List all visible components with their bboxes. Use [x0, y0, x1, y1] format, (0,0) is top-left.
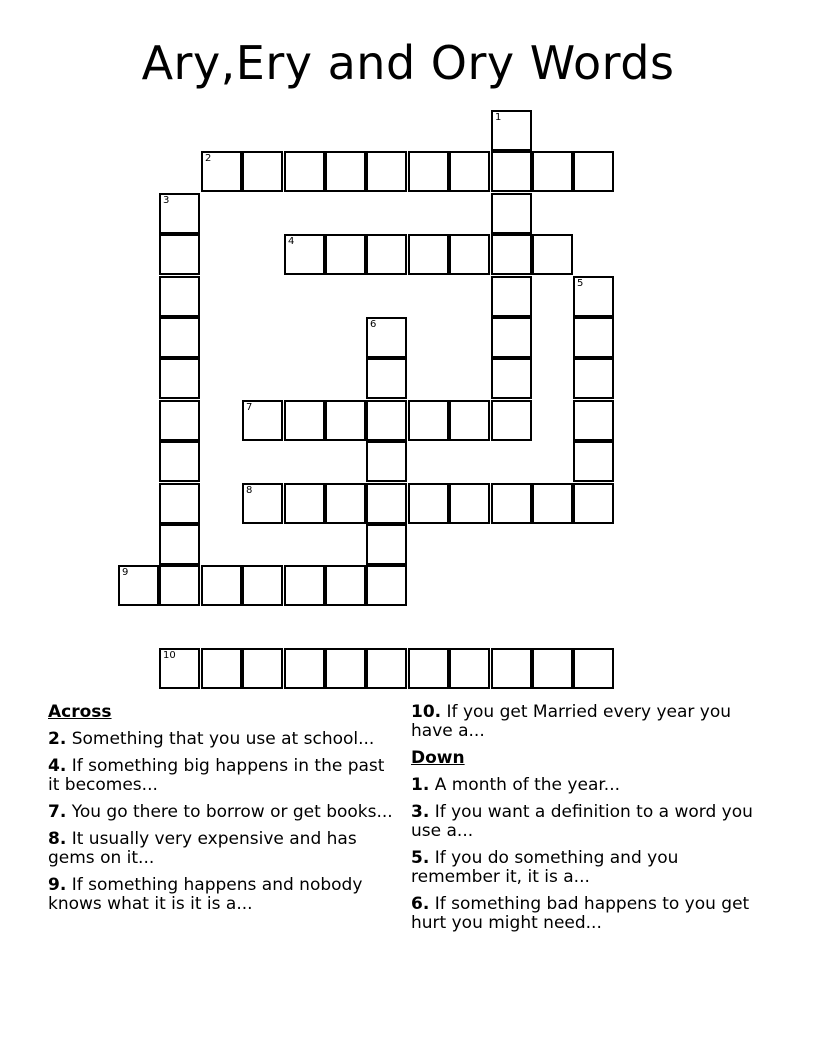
crossword-cell[interactable]: [449, 151, 490, 192]
crossword-cell[interactable]: [201, 565, 242, 606]
clue-number-label: 9: [122, 567, 129, 578]
clue-number: 1: [411, 775, 423, 795]
clue-text: You go there to borrow or get books...: [71, 802, 393, 822]
clue-number: 6: [411, 894, 423, 914]
clue-text: If you do something and you remember it, it is a...: [411, 848, 679, 887]
crossword-cell[interactable]: [449, 400, 490, 441]
crossword-cell[interactable]: [366, 234, 407, 275]
clue-across-4: 4. If something big happens in the past it becomes...: [48, 756, 385, 795]
crossword-cell[interactable]: [242, 648, 283, 689]
crossword-cell[interactable]: [366, 565, 407, 606]
clue-across-9: 9. If something happens and nobody knows what it is it is a...: [48, 875, 363, 914]
crossword-cell[interactable]: [242, 565, 283, 606]
clue-number-label: 7: [246, 402, 253, 413]
crossword-cell[interactable]: [159, 317, 200, 358]
crossword-cell[interactable]: [573, 483, 614, 524]
crossword-cell[interactable]: [284, 151, 325, 192]
clue-across-10: 10. If you get Married every year you have a...: [411, 702, 732, 741]
crossword-cell[interactable]: [159, 648, 200, 689]
crossword-cell[interactable]: [366, 441, 407, 482]
clue-text: Something that you use at school...: [71, 729, 375, 749]
crossword-cell[interactable]: [408, 400, 449, 441]
across-heading: Across: [48, 702, 112, 722]
clue-number: 2: [48, 729, 60, 749]
crossword-cell[interactable]: [491, 400, 532, 441]
crossword-cell[interactable]: [159, 524, 200, 565]
crossword-cell[interactable]: [242, 151, 283, 192]
crossword-cell[interactable]: [201, 648, 242, 689]
clue-down-3: 3. If you want a definition to a word you use a...: [411, 802, 753, 841]
crossword-cell[interactable]: [532, 234, 573, 275]
clue-across-7: 7. You go there to borrow or get books...: [48, 802, 393, 822]
clue-text: If something big happens in the past it becomes...: [48, 756, 385, 795]
page-title: Ary,Ery and Ory Words: [141, 36, 675, 90]
clue-down-6: 6. If something bad happens to you get hurt you might need...: [411, 894, 750, 933]
crossword-cell[interactable]: [408, 483, 449, 524]
crossword-cell[interactable]: [449, 234, 490, 275]
crossword-cell[interactable]: [159, 441, 200, 482]
crossword-cell[interactable]: [573, 317, 614, 358]
clue-number: 3: [411, 802, 423, 822]
clue-across-2: 2. Something that you use at school...: [48, 729, 375, 749]
clue-text: A month of the year...: [434, 775, 621, 795]
crossword-cell[interactable]: [491, 193, 532, 234]
crossword-cell[interactable]: [491, 151, 532, 192]
clue-number-label: 6: [370, 319, 377, 330]
clue-number: 10: [411, 702, 435, 722]
clue-text: If you get Married every year you have a...: [411, 702, 732, 741]
crossword-cell[interactable]: [573, 276, 614, 317]
clue-number-label: 2: [205, 153, 212, 164]
down-heading: Down: [411, 748, 465, 768]
crossword-cell[interactable]: [325, 400, 366, 441]
crossword-cell[interactable]: [573, 358, 614, 399]
crossword-cell[interactable]: [366, 483, 407, 524]
crossword-cell[interactable]: [159, 565, 200, 606]
clue-down-5: 5. If you do something and you remember it, it is a...: [411, 848, 679, 887]
crossword-cell[interactable]: [284, 400, 325, 441]
crossword-cell[interactable]: [284, 483, 325, 524]
crossword-cell[interactable]: [366, 400, 407, 441]
clue-number-label: 8: [246, 485, 253, 496]
crossword-cell[interactable]: [366, 358, 407, 399]
clue-text: If something happens and nobody knows what it is it is a...: [48, 875, 363, 914]
clues-right-column: [411, 703, 756, 941]
crossword-cell[interactable]: [573, 441, 614, 482]
crossword-cell[interactable]: [532, 151, 573, 192]
crossword-cell[interactable]: [532, 483, 573, 524]
crossword-cell[interactable]: [449, 648, 490, 689]
crossword-cell[interactable]: [491, 317, 532, 358]
crossword-cell[interactable]: [573, 648, 614, 689]
crossword-cell[interactable]: [366, 524, 407, 565]
crossword-cell[interactable]: [491, 276, 532, 317]
clue-number-label: 1: [495, 112, 502, 123]
crossword-cell[interactable]: [118, 565, 159, 606]
crossword-cell[interactable]: [491, 648, 532, 689]
crossword-cell[interactable]: [491, 234, 532, 275]
crossword-cell[interactable]: [449, 483, 490, 524]
crossword-cell[interactable]: [325, 565, 366, 606]
crossword-cell[interactable]: [325, 234, 366, 275]
crossword-cell[interactable]: [573, 151, 614, 192]
crossword-cell[interactable]: [325, 151, 366, 192]
clue-number-label: 3: [163, 195, 170, 206]
crossword-cell[interactable]: [408, 648, 449, 689]
crossword-cell[interactable]: [366, 151, 407, 192]
crossword-cell[interactable]: [159, 276, 200, 317]
crossword-cell[interactable]: [491, 110, 532, 151]
clue-number: 8: [48, 829, 60, 849]
clue-text: It usually very expensive and has gems on it...: [48, 829, 357, 868]
clue-text: If you want a definition to a word you use a...: [411, 802, 753, 841]
clue-number: 7: [48, 802, 60, 822]
clue-number-label: 4: [288, 236, 295, 247]
clue-number: 9: [48, 875, 60, 895]
clue-number: 5: [411, 848, 423, 868]
crossword-cell[interactable]: [284, 234, 325, 275]
clue-down-1: 1. A month of the year...: [411, 775, 621, 795]
clue-number: 4: [48, 756, 60, 776]
crossword-cell[interactable]: [159, 193, 200, 234]
crossword-cell[interactable]: [284, 565, 325, 606]
crossword-cell[interactable]: [408, 234, 449, 275]
clue-across-8: 8. It usually very expensive and has gems on it...: [48, 829, 357, 868]
crossword-cell[interactable]: [242, 400, 283, 441]
crossword-cell[interactable]: [573, 400, 614, 441]
crossword-cell[interactable]: [284, 648, 325, 689]
crossword-cell[interactable]: [242, 483, 283, 524]
crossword-cell[interactable]: [325, 483, 366, 524]
crossword-cell[interactable]: [201, 151, 242, 192]
crossword-cell[interactable]: [366, 648, 407, 689]
crossword-cell[interactable]: [491, 358, 532, 399]
clue-number-label: 10: [163, 650, 176, 661]
crossword-cell[interactable]: [159, 483, 200, 524]
crossword-cell[interactable]: [366, 317, 407, 358]
crossword-cell[interactable]: [532, 648, 573, 689]
crossword-cell[interactable]: [408, 151, 449, 192]
clue-number-label: 5: [577, 278, 584, 289]
clue-text: If something bad happens to you get hurt you might need...: [411, 894, 750, 933]
crossword-cell[interactable]: [325, 648, 366, 689]
crossword-cell[interactable]: [159, 358, 200, 399]
crossword-cell[interactable]: [159, 400, 200, 441]
crossword-cell[interactable]: [491, 483, 532, 524]
crossword-cell[interactable]: [159, 234, 200, 275]
clues-left-column: [48, 703, 393, 922]
